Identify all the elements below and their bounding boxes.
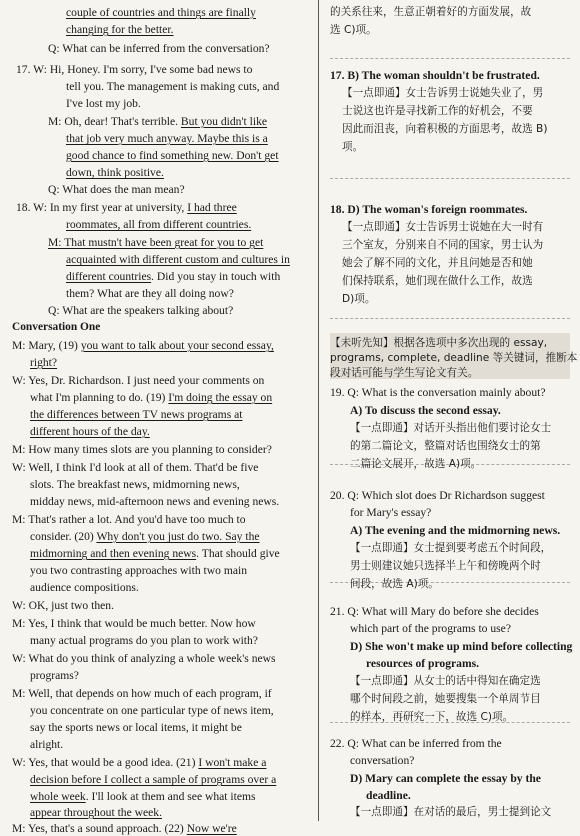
text-line: couple of countries and things are finally bbox=[66, 6, 256, 19]
underlined-span: But you didn't like bbox=[180, 115, 268, 128]
dialogue-line bbox=[48, 114, 267, 129]
underlined-span: Now we're bbox=[186, 822, 237, 835]
dialogue-line: M: Well, that depends on how much of each program, if bbox=[12, 687, 272, 700]
underlined-span: whole week bbox=[30, 790, 86, 803]
text-span: . That should give bbox=[196, 547, 280, 560]
tip-line: 【未听先知】根据各选项中多次出现的 essay, bbox=[330, 337, 548, 349]
dialogue-line bbox=[30, 529, 260, 544]
dialogue-line bbox=[12, 821, 237, 836]
explanation-line: 项。 bbox=[342, 141, 364, 153]
explanation-line: 【一点即通】对话开头指出他们要讨论女士 bbox=[350, 422, 552, 434]
dialogue-line bbox=[30, 390, 272, 405]
text-line: roommates, all from different countries. bbox=[66, 218, 252, 231]
dialogue-line bbox=[12, 338, 274, 353]
dialogue-line bbox=[30, 546, 280, 561]
text-span: M: Oh, dear! That's terrible. bbox=[48, 115, 181, 128]
explanation-line: 的关系往来，生意正朝着好的方面发展，故 bbox=[330, 6, 532, 18]
explanation-line: 【一点即通】在对话的最后，男士提到论文 bbox=[350, 806, 552, 818]
text-span: 18. W: In my first year at university, bbox=[16, 201, 188, 214]
text-line: appear throughout the week. bbox=[30, 806, 162, 819]
underlined-span: midmorning and then evening news bbox=[30, 547, 197, 560]
tip-line: 段对话可能与学生写论文有关。 bbox=[330, 367, 479, 379]
dialogue-line: W: OK, just two then. bbox=[12, 599, 114, 612]
dialogue-line: tell you. The management is making cuts, and bbox=[66, 80, 280, 93]
dialogue-line: 17. W: Hi, Honey. I'm sorry, I've some bad news to bbox=[16, 63, 253, 76]
question-line: 21. Q: What will Mary do before she decides bbox=[330, 605, 539, 618]
question-line: Q: What can be inferred from the conversation? bbox=[48, 42, 270, 55]
explanation-line: 的样本，再研究一下，故选 C)项。 bbox=[350, 711, 514, 723]
answer-line: A) The evening and the midmorning news. bbox=[350, 524, 561, 537]
answer-line: A) To discuss the second essay. bbox=[350, 404, 501, 417]
text-line: good chance to find something new. Don't get bbox=[66, 149, 279, 162]
text-line: changing for the better. bbox=[66, 23, 174, 36]
dialogue-line bbox=[16, 200, 237, 215]
explanation-line: 【一点即通】女士告诉男士说她失业了，男 bbox=[342, 87, 544, 99]
dialogue-line: slots. The breakfast news, midmorning news, bbox=[30, 478, 240, 491]
explanation-line: 二篇论文展开，故选 A)项。 bbox=[350, 458, 482, 470]
question-line: Q: What are the speakers talking about? bbox=[48, 304, 234, 317]
answer-line: D) She won't make up mind before collecting bbox=[350, 640, 573, 653]
text-span: . I'll look at them and see what items bbox=[85, 790, 256, 803]
separator bbox=[330, 318, 570, 319]
dialogue-line: audience compositions. bbox=[30, 581, 139, 594]
explanation-line: 哪个时间段之前，她要搜集一个单周节目 bbox=[350, 693, 541, 705]
dialogue-line: you concentrate on one particular type of news item, bbox=[30, 704, 274, 717]
question-line: which part of the programs to use? bbox=[350, 622, 511, 635]
explanation-line: 【一点即通】从女士的话中得知在确定选 bbox=[350, 675, 541, 687]
explanation-line: D)项。 bbox=[342, 293, 376, 305]
explanation-line: 间段，故选 A)项。 bbox=[350, 578, 439, 590]
explanation-line: 【一点即通】女士提到要考虑五个时间段， bbox=[350, 542, 552, 554]
dialogue-line bbox=[66, 269, 280, 284]
underlined-span: I'm doing the essay on bbox=[168, 391, 273, 404]
question-line: 22. Q: What can be inferred from the bbox=[330, 737, 502, 750]
answer-line: resources of programs. bbox=[366, 657, 480, 670]
dialogue-line: alright. bbox=[30, 738, 64, 751]
separator bbox=[330, 178, 570, 179]
dialogue-line: I've lost my job. bbox=[66, 97, 141, 110]
explanation-line: 【一点即通】女士告诉男士说她在大一时有 bbox=[342, 221, 544, 233]
explanation-line: 士说这也许是寻找新工作的好机会，不要 bbox=[342, 105, 533, 117]
underlined-span: I had three bbox=[187, 201, 237, 214]
underlined-span: you want to talk about your second essay, bbox=[80, 339, 274, 352]
text-line: decision before I collect a sample of programs over a bbox=[30, 773, 277, 786]
dialogue-line: W: Yes, Dr. Richardson. I just need your comments on bbox=[12, 374, 265, 387]
dialogue-line: W: Well, I think I'd look at all of them. That'd be five bbox=[12, 461, 259, 474]
text-span: consider. (20) bbox=[30, 530, 97, 543]
question-line: 20. Q: Which slot does Dr Richardson suggest bbox=[330, 489, 545, 502]
dialogue-line: M: That's rather a lot. And you'd have too much to bbox=[12, 513, 246, 526]
dialogue-line: programs? bbox=[30, 669, 79, 682]
underlined-span: different countries bbox=[66, 270, 152, 283]
underlined-span: Why don't you just do two. Say the bbox=[96, 530, 260, 543]
explanation-line: 男士则建议她只选择半上午和傍晚两个时 bbox=[350, 560, 541, 572]
text-span: M: Yes, that's a sound approach. (22) bbox=[12, 822, 187, 835]
explanation-line: 因此而沮丧，向着积极的方面思考，故选 B) bbox=[342, 123, 548, 135]
answer-line: D) Mary can complete the essay by the bbox=[350, 772, 541, 785]
explanation-line: 三个室友，分别来自不同的国家，男士认为 bbox=[342, 239, 544, 251]
question-line: conversation? bbox=[350, 754, 415, 767]
answer-line: deadline. bbox=[366, 789, 411, 802]
dialogue-line: M: How many times slots are you planning to consider? bbox=[12, 443, 272, 456]
question-line: Q: What does the man mean? bbox=[48, 183, 185, 196]
separator bbox=[330, 58, 570, 59]
dialogue-line: say the sports news or local items, it might be bbox=[30, 721, 242, 734]
conversation-heading: Conversation One bbox=[12, 321, 101, 333]
tip-line: programs, complete, deadline 等关键词，推断本 bbox=[330, 352, 578, 364]
text-span: M: Mary, (19) bbox=[12, 339, 81, 352]
text-line: the differences between TV news programs at bbox=[30, 408, 243, 421]
explanation-line: 们保持联系，她们现在做什么工作，故选 bbox=[342, 275, 533, 287]
dialogue-line: M: Yes, I think that would be much better. Now how bbox=[12, 617, 256, 630]
dialogue-line: you two contrasting approaches with two main bbox=[30, 564, 248, 577]
text-line: down, think positive. bbox=[66, 166, 164, 179]
text-span: . Did you stay in touch with bbox=[151, 270, 281, 283]
text-line: different hours of the day. bbox=[30, 425, 150, 438]
text-line: right? bbox=[30, 356, 58, 369]
explanation-line: 选 C)项。 bbox=[330, 24, 377, 36]
dialogue-line: midday news, mid-afternoon news and evening news. bbox=[30, 495, 280, 508]
question-line: for Mary's essay? bbox=[350, 506, 432, 519]
text-line: M: That mustn't have been great for you to get bbox=[48, 236, 264, 249]
text-line: that job very much anyway. Maybe this is a bbox=[66, 132, 268, 145]
dialogue-line bbox=[30, 789, 256, 804]
dialogue-line bbox=[12, 755, 266, 770]
underlined-span: I won't make a bbox=[198, 756, 267, 769]
text-line: acquainted with different custom and cultures in bbox=[66, 253, 290, 266]
explanation-line: 她会了解不同的文化，并且问她是否和她 bbox=[342, 257, 533, 269]
dialogue-line: them? What are they all doing now? bbox=[66, 287, 234, 300]
answer-line: 18. D) The woman's foreign roommates. bbox=[330, 203, 528, 216]
explanation-line: 的第二篇论文，整篇对话也围绕女士的第 bbox=[350, 440, 541, 452]
question-line: 19. Q: What is the conversation mainly about? bbox=[330, 386, 546, 399]
column-divider bbox=[318, 0, 319, 821]
dialogue-line: many actual programs do you plan to work with? bbox=[30, 634, 258, 647]
text-span: what I'm planning to do. (19) bbox=[30, 391, 169, 404]
dialogue-line: W: What do you think of analyzing a whole week's news bbox=[12, 652, 276, 665]
text-span: W: Yes, that would be a good idea. (21) bbox=[12, 756, 199, 769]
answer-line: 17. B) The woman shouldn't be frustrated. bbox=[330, 69, 540, 82]
